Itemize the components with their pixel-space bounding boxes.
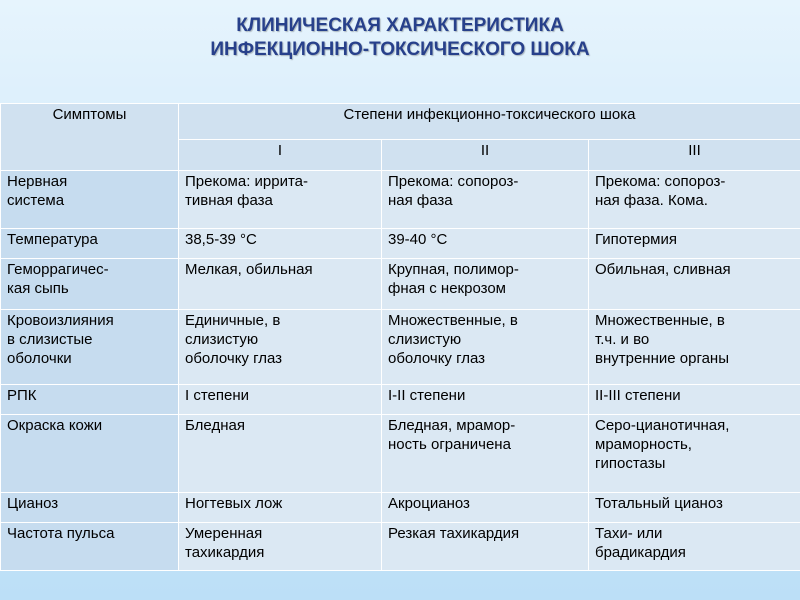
degree-3-cell xyxy=(589,415,800,493)
cell-line: Мелкая, обильная xyxy=(185,261,313,278)
cell-line: Нервная xyxy=(7,173,68,190)
header-level-1: I xyxy=(179,140,382,171)
cell-line: оболочки xyxy=(7,350,72,367)
cell-line: ная фаза. Кома. xyxy=(595,192,708,209)
cell-line: Прекома: сопороз- xyxy=(595,173,726,190)
degree-1-cell xyxy=(179,229,382,259)
cell-line: ность ограничена xyxy=(388,436,511,453)
cell-line: слизистую xyxy=(185,331,259,348)
cell-line: Резкая тахикардия xyxy=(388,525,520,542)
table-row xyxy=(1,259,800,310)
cell-line: Геморрагичес- xyxy=(7,261,109,278)
symptom-cell xyxy=(1,385,179,415)
degree-1-cell xyxy=(179,523,382,571)
degree-1-cell xyxy=(179,415,382,493)
cell-line: мраморность, xyxy=(595,436,692,453)
cell-line: тахикардия xyxy=(185,544,265,561)
degree-3-cell xyxy=(589,523,800,571)
degree-2-cell xyxy=(382,171,589,229)
cell-line: I-II степени xyxy=(388,387,466,404)
degree-2-cell xyxy=(382,523,589,571)
cell-line: Единичные, в xyxy=(185,312,281,329)
degree-3-cell xyxy=(589,259,800,310)
header-symptoms: Симптомы xyxy=(1,104,179,171)
degree-2-cell xyxy=(382,310,589,385)
cell-line: Цианоз xyxy=(7,495,59,512)
symptom-cell xyxy=(1,523,179,571)
table-row xyxy=(1,415,800,493)
cell-line: Тотальный цианоз xyxy=(595,495,723,512)
cell-line: т.ч. и во xyxy=(595,331,650,348)
degree-2-cell xyxy=(382,493,589,523)
header-level-2: II xyxy=(382,140,589,171)
degree-1-cell xyxy=(179,310,382,385)
cell-line: Кровоизлияния xyxy=(7,312,114,329)
degree-1-cell xyxy=(179,171,382,229)
degree-1-cell xyxy=(179,385,382,415)
cell-line: Тахи- или xyxy=(595,525,663,542)
degree-3-cell xyxy=(589,171,800,229)
table-row xyxy=(1,171,800,229)
cell-line: Множественные, в xyxy=(595,312,725,329)
cell-line: брадикардия xyxy=(595,544,686,561)
header-level-3: III xyxy=(589,140,800,171)
degree-1-cell xyxy=(179,259,382,310)
cell-line: Бледная, мрамор- xyxy=(388,417,516,434)
cell-line: Серо-цианотичная, xyxy=(595,417,730,434)
cell-line: тивная фаза xyxy=(185,192,273,209)
table-row xyxy=(1,385,800,415)
symptom-cell xyxy=(1,229,179,259)
degree-2-cell xyxy=(382,415,589,493)
degree-3-cell xyxy=(589,229,800,259)
degree-3-cell xyxy=(589,385,800,415)
cell-line: I степени xyxy=(185,387,250,404)
cell-line: Крупная, полимор- xyxy=(388,261,519,278)
symptom-cell xyxy=(1,259,179,310)
header-row xyxy=(1,104,800,140)
cell-line: Прекома: сопороз- xyxy=(388,173,519,190)
symptom-cell xyxy=(1,310,179,385)
cell-line: Ногтевых лож xyxy=(185,495,283,512)
table-row xyxy=(1,493,800,523)
symptom-cell xyxy=(1,493,179,523)
cell-line: в слизистые xyxy=(7,331,93,348)
cell-line: Температура xyxy=(7,231,98,248)
cell-line: II-III степени xyxy=(595,387,681,404)
degree-2-cell xyxy=(382,385,589,415)
table-row xyxy=(1,229,800,259)
symptom-cell xyxy=(1,171,179,229)
degree-2-cell xyxy=(382,229,589,259)
cell-line: ная фаза xyxy=(388,192,453,209)
cell-line: кая сыпь xyxy=(7,280,69,297)
cell-line: Прекома: иррита- xyxy=(185,173,309,190)
title-line-1: КЛИНИЧЕСКАЯ ХАРАКТЕРИСТИКА xyxy=(236,15,564,36)
cell-line: 38,5-39 °С xyxy=(185,231,257,248)
cell-line: Акроцианоз xyxy=(388,495,470,512)
cell-line: гипостазы xyxy=(595,455,666,472)
cell-line: Обильная, сливная xyxy=(595,261,731,278)
cell-line: Окраска кожи xyxy=(7,417,103,434)
title-line-2: ИНФЕКЦИОННО-ТОКСИЧЕСКОГО ШОКА xyxy=(210,39,590,60)
degree-2-cell xyxy=(382,259,589,310)
cell-line: Бледная xyxy=(185,417,245,434)
table-row xyxy=(1,310,800,385)
cell-line: оболочку глаз xyxy=(388,350,486,367)
shock-characteristics-table xyxy=(0,103,800,571)
degree-3-cell xyxy=(589,493,800,523)
degree-3-cell xyxy=(589,310,800,385)
cell-line: фная с некрозом xyxy=(388,280,506,297)
cell-line: Гипотермия xyxy=(595,231,677,248)
cell-line: Умеренная xyxy=(185,525,263,542)
cell-line: 39-40 °С xyxy=(388,231,448,248)
slide-title xyxy=(0,14,800,62)
cell-line: Множественные, в xyxy=(388,312,518,329)
table-row xyxy=(1,523,800,571)
cell-line: внутренние органы xyxy=(595,350,729,367)
symptom-cell xyxy=(1,415,179,493)
header-degrees: Степени инфекционно-токсического шока xyxy=(179,104,800,140)
cell-line: оболочку глаз xyxy=(185,350,283,367)
cell-line: РПК xyxy=(7,387,37,404)
cell-line: слизистую xyxy=(388,331,462,348)
degree-1-cell xyxy=(179,493,382,523)
cell-line: система xyxy=(7,192,65,209)
cell-line: Частота пульса xyxy=(7,525,115,542)
